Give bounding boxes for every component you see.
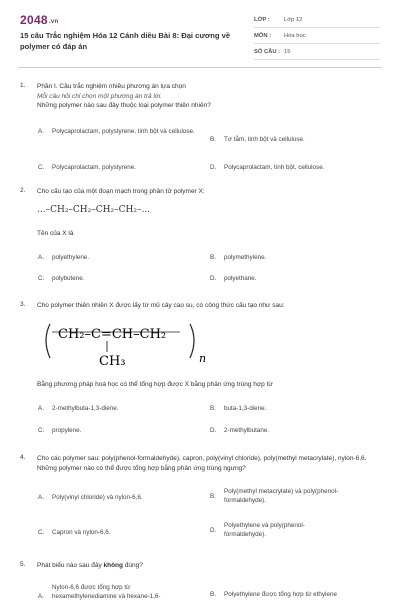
header-divider [18,67,382,68]
question-text: Những polymer nào sau đây thuộc loại polymer thiên nhiên? [37,102,211,109]
question-3-sub: Bằng phương pháp hoá học có thể tổng hợp được X bằng phản ứng trùng hợp từ [37,381,273,388]
question-number: 3. [20,301,26,308]
question-text: Cho các polymer sau: poly(phenol-formaldehyde), capron, poly(vinyl chloride), poly(methyl metacrylate), nylon-6,6. Những polymer nào có thể được tổng hợp bằng phản ứng trùng ngưng? [37,455,367,472]
section-heading: Phần I. Câu trắc nghiệm nhiều phương án lựa chọn [37,83,186,90]
formula-main-chain: CH₂–C=CH–CH₂ [58,327,167,342]
count-label: SỐ CÂU : [254,49,281,55]
question-text: Phát biểu nào sau đây không đúng? [37,562,143,569]
question-number: 5. [20,561,26,568]
class-label: LỚP : [254,17,270,23]
instruction-text: Mỗi câu hỏi chỉ chọn một phương án trả lời. [37,92,163,100]
formula-subscript-n: n [199,352,207,365]
site-logo[interactable]: 2048.vn [20,13,59,27]
subject-value: Hóa học [284,33,306,39]
question-number: 1. [20,82,26,89]
option-a[interactable]: A. Nylon-6,6 được tổng hợp từ hexamethylenediamine và hexane-1,6- [38,584,161,600]
question-number: 4. [20,454,26,461]
question-2-sub: Tên của X là [37,230,74,237]
isoprene-polymer-formula [40,318,210,376]
polymer-chain-formula: ...–CH₂–CH₂–CH₂–CH₂–... [37,205,151,215]
class-value: Lớp 12 [284,17,303,23]
class-meta [254,14,380,28]
page-header [0,0,400,68]
formula-methyl-branch: CH₃ [99,354,126,369]
page-title: 15 câu Trắc nghiệm Hóa 12 Cánh diều Bài 8: Đại cương về polymer có đáp án [20,31,231,51]
question-text: Cho cấu tạo của một đoạn mạch trong phân tử polymer X: [37,188,205,195]
question-number: 2. [20,187,26,194]
question-text: Cho polymer thiên nhiên X được lấy từ mủ cây cao su, có công thức cấu tạo như sau: [37,302,285,309]
count-meta [254,46,380,60]
count-value: 15 [284,49,291,55]
subject-label: MÔN : [254,33,272,39]
subject-meta [254,30,380,44]
